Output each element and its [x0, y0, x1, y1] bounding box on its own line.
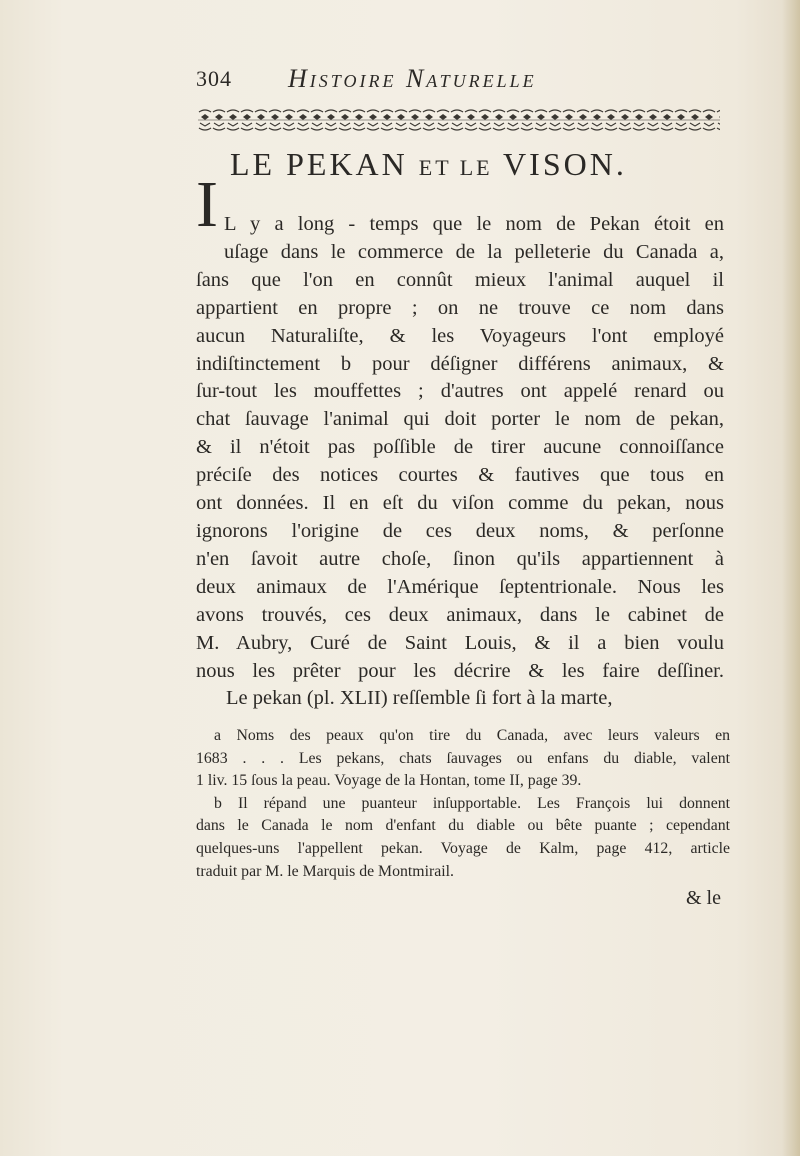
footnote-b-line: quelques-uns l'appellent pekan. Voyage de Kalm, page 412, article — [196, 839, 730, 857]
body-line: ſans que l'on en connût mieux l'animal auquel il — [196, 268, 724, 291]
body-line: chat ſauvage l'animal qui doit porter le nom de pekan, — [196, 408, 724, 431]
running-title: Histoire Naturelle — [288, 64, 537, 93]
page-number: 304 — [196, 66, 232, 91]
drop-cap: I — [196, 168, 218, 241]
catchword: & le — [686, 887, 721, 909]
chapter-title-connector: ET LE — [418, 155, 493, 180]
footnote-a-line: 1683 . . . Les pekans, chats ſauvages ou enfans du diable, valent — [196, 749, 730, 767]
body-line: ſur-tout les mouffettes ; d'autres ont appelé renard ou — [196, 380, 724, 403]
page-edge-shadow — [782, 0, 800, 1156]
body-line: indiſtinctement b pour déſigner différens animaux, & — [196, 352, 724, 375]
body-line: uſage dans le commerce de la pelleterie du Canada a, — [224, 240, 724, 263]
body-line: préciſe des notices courtes & fautives que tous en — [196, 464, 724, 487]
footnote-a-line: a Noms des peaux qu'on tire du Canada, avec leurs valeurs en — [214, 727, 730, 744]
footnote-b-line: dans le Canada le nom d'enfant du diable ou bête puante ; cependant — [196, 817, 730, 835]
body-line: & il n'étoit pas poſſible de tirer aucune connoiſſance — [196, 436, 724, 459]
body-line: n'en ſavoit autre choſe, ſinon qu'ils appartiennent à — [196, 547, 724, 570]
footnote-a-line: 1 liv. 15 ſous la peau. Voyage de la Hontan, tome II, page 39. — [196, 772, 582, 790]
body-line: L y a long - temps que le nom de Pekan étoit en — [224, 213, 724, 235]
footnote-b-line: traduit par M. le Marquis de Montmirail. — [196, 862, 454, 880]
page-header — [196, 66, 736, 98]
body-line: aucun Naturaliſte, & les Voyageurs l'ont employé — [196, 324, 724, 347]
decorative-ornament-band — [198, 108, 720, 132]
chapter-title-part1: LE PEKAN — [230, 146, 408, 182]
body-line: appartient en propre ; on ne trouve ce nom dans — [196, 296, 724, 319]
chapter-title-part2: VISON. — [503, 146, 627, 182]
body-line: nous les prêter pour les décrire & les faire deſſiner. — [196, 659, 724, 682]
body-line: M. Aubry, Curé de Saint Louis, & il a bien voulu — [196, 631, 724, 654]
footnotes — [196, 725, 730, 883]
body-line: ont données. Il en eſt du viſon comme du pekan, nous — [196, 492, 724, 515]
body-line: ignorons l'origine de ces deux noms, & perſonne — [196, 519, 724, 542]
body-line: avons trouvés, ces deux animaux, dans le cabinet de — [196, 603, 724, 626]
chapter-title — [230, 146, 710, 183]
body-line: deux animaux de l'Amérique ſeptentrionale. Nous les — [196, 575, 724, 598]
body-text — [196, 211, 724, 713]
body-line: Le pekan (pl. XLII) reſſemble ſi fort à la marte, — [226, 687, 613, 710]
footnote-b-line: b Il répand une puanteur inſupportable. Les François lui donnent — [214, 794, 730, 812]
